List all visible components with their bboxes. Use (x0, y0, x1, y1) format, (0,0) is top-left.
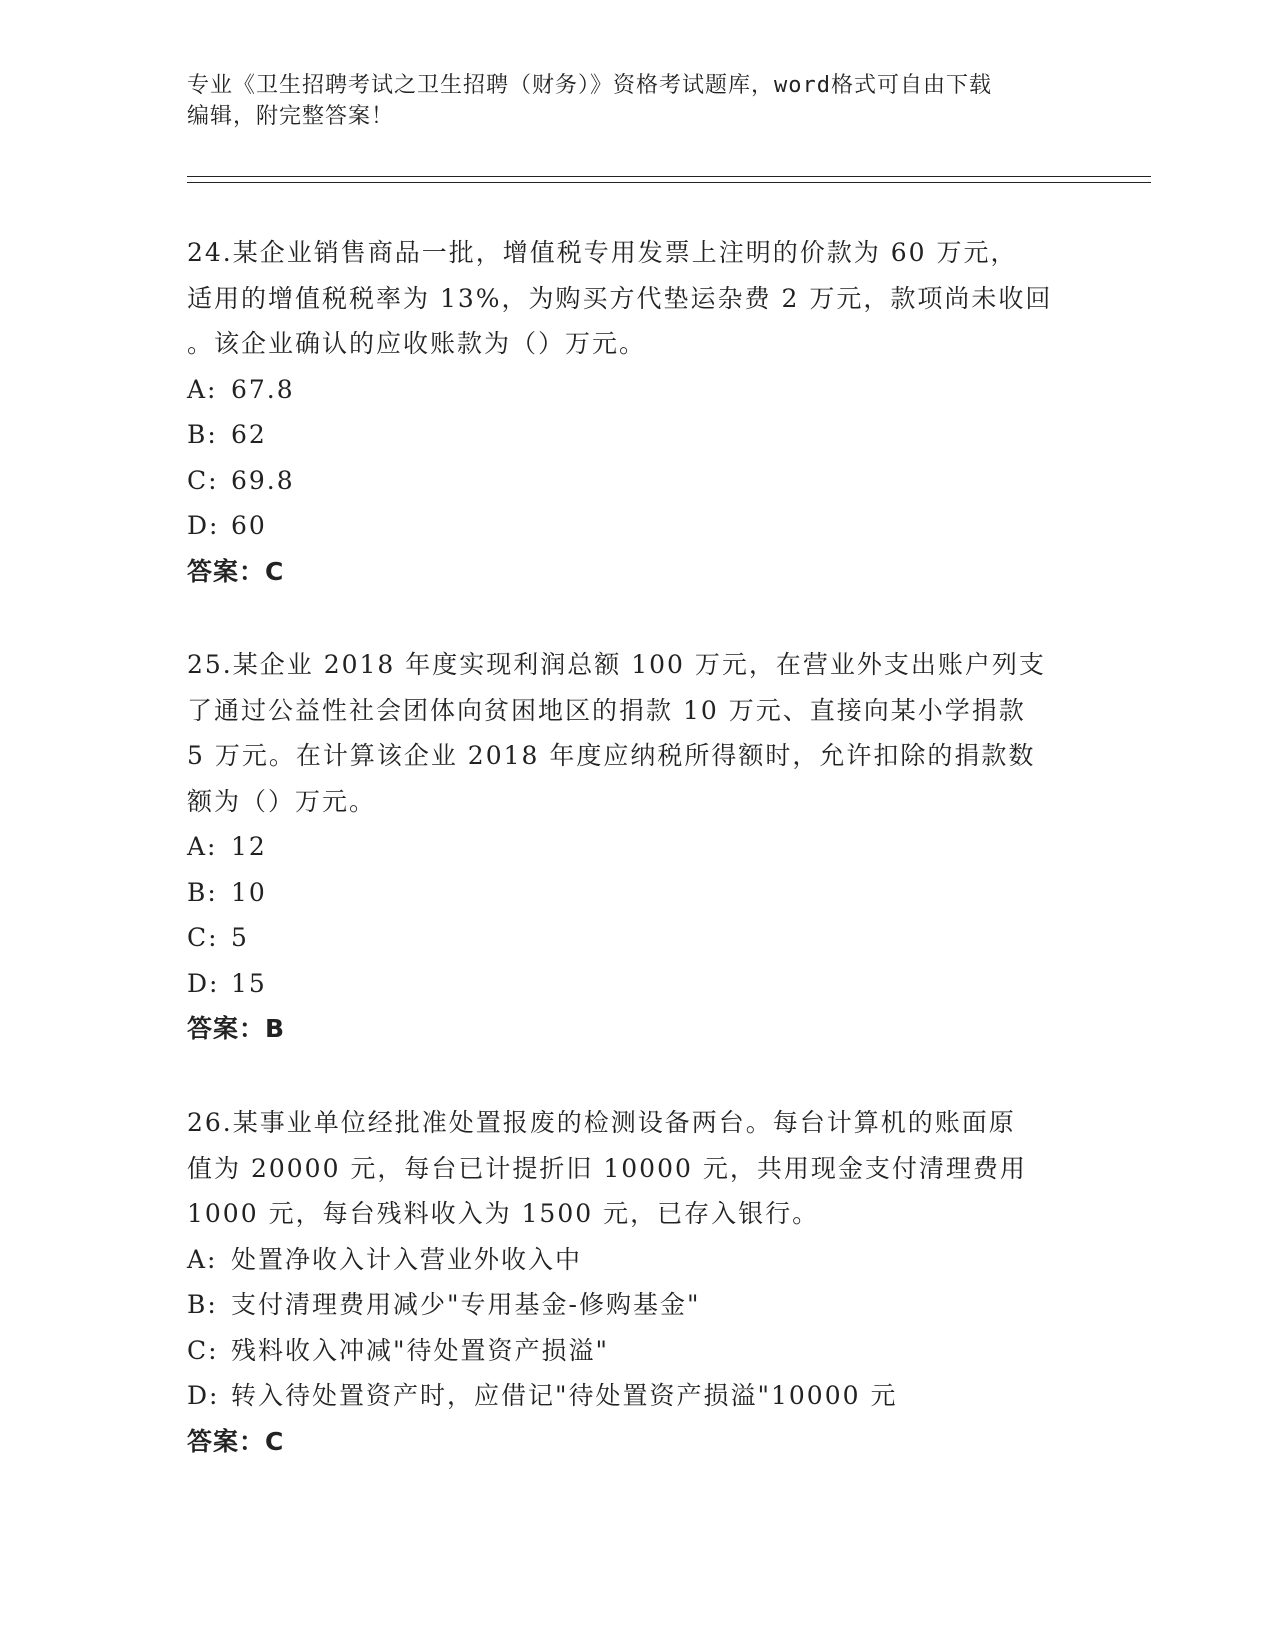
option-text: 67.8 (231, 374, 295, 404)
question-25-option-b (187, 870, 1077, 916)
option-text: 60 (231, 511, 267, 540)
question-24-option-b (187, 412, 1077, 458)
option-label: B: (187, 1290, 218, 1319)
option-label: D: (187, 511, 220, 540)
option-label: C: (187, 923, 219, 952)
option-text: 12 (231, 832, 267, 861)
option-text: 10 (231, 877, 267, 907)
question-26-line-3: 1000 元，每台残料收入为 1500 元，已存入银行。 (187, 1199, 820, 1228)
option-label: A: (187, 1244, 218, 1274)
question-26-option-a (187, 1237, 1077, 1283)
question-24-option-d (187, 503, 1077, 549)
option-label: C: (187, 1335, 219, 1365)
header-line-1: 专业《卫生招聘考试之卫生招聘（财务）》资格考试题库，word格式可自由下载 (187, 73, 992, 98)
question-26-option-d (187, 1373, 1077, 1419)
option-text: 处置净收入计入营业外收入中 (231, 1244, 583, 1274)
option-text: 62 (231, 420, 267, 449)
question-26-line-2: 值为 20000 元，每台已计提折旧 10000 元，共用现金支付清理费用 (187, 1153, 1027, 1183)
question-26-answer: 答案：C (187, 1426, 285, 1456)
option-label: A: (187, 374, 218, 404)
question-25 (187, 642, 1077, 1052)
question-25-option-a (187, 824, 1077, 870)
question-25-option-c (187, 915, 1077, 961)
option-label: A: (187, 832, 218, 861)
question-24-option-a (187, 367, 1077, 413)
option-text: 69.8 (231, 465, 295, 495)
question-25-line-2: 了通过公益性社会团体向贫困地区的捐款 10 万元、直接向某小学捐款 (187, 695, 1026, 725)
question-25-line-3: 5 万元。在计算该企业 2018 年度应纳税所得额时，允许扣除的捐款数 (187, 741, 1036, 770)
question-24-option-c (187, 458, 1077, 504)
header-divider-bottom (187, 182, 1151, 183)
question-24-line-3: 。该企业确认的应收账款为（）万元。 (187, 329, 647, 358)
question-25-line-4: 额为（）万元。 (187, 786, 377, 816)
question-26-option-b (187, 1282, 1077, 1328)
question-24-answer: 答案：C (187, 556, 285, 586)
option-text: 15 (231, 968, 267, 998)
header-line-2: 编辑，附完整答案！ (187, 104, 395, 129)
question-25-line-1: 25.某企业 2018 年度实现利润总额 100 万元，在营业外支出账户列支 (187, 650, 1046, 679)
question-24-line-2: 适用的增值税税率为 13%，为购买方代垫运杂费 2 万元，款项尚未收回 (187, 283, 1053, 313)
option-text: 残料收入冲减"待处置资产损溢" (231, 1335, 609, 1365)
option-label: B: (187, 420, 218, 449)
question-25-answer: 答案：B (187, 1014, 286, 1043)
option-label: D: (187, 968, 220, 998)
document-header (187, 70, 1067, 132)
option-text: 支付清理费用减少"专用基金-修购基金" (231, 1290, 701, 1319)
option-text: 5 (231, 923, 249, 952)
question-26 (187, 1100, 1077, 1464)
question-24-line-1: 24.某企业销售商品一批，增值税专用发票上注明的价款为 60 万元， (187, 238, 1018, 267)
option-label: B: (187, 877, 218, 907)
option-label: D: (187, 1381, 220, 1410)
question-26-line-1: 26.某事业单位经批准处置报废的检测设备两台。每台计算机的账面原 (187, 1108, 1016, 1137)
question-26-option-c (187, 1328, 1077, 1374)
question-24 (187, 230, 1077, 594)
question-25-option-d (187, 961, 1077, 1007)
header-divider-top (187, 176, 1151, 177)
option-text: 转入待处置资产时，应借记"待处置资产损溢"10000 元 (231, 1381, 898, 1410)
option-label: C: (187, 465, 219, 495)
